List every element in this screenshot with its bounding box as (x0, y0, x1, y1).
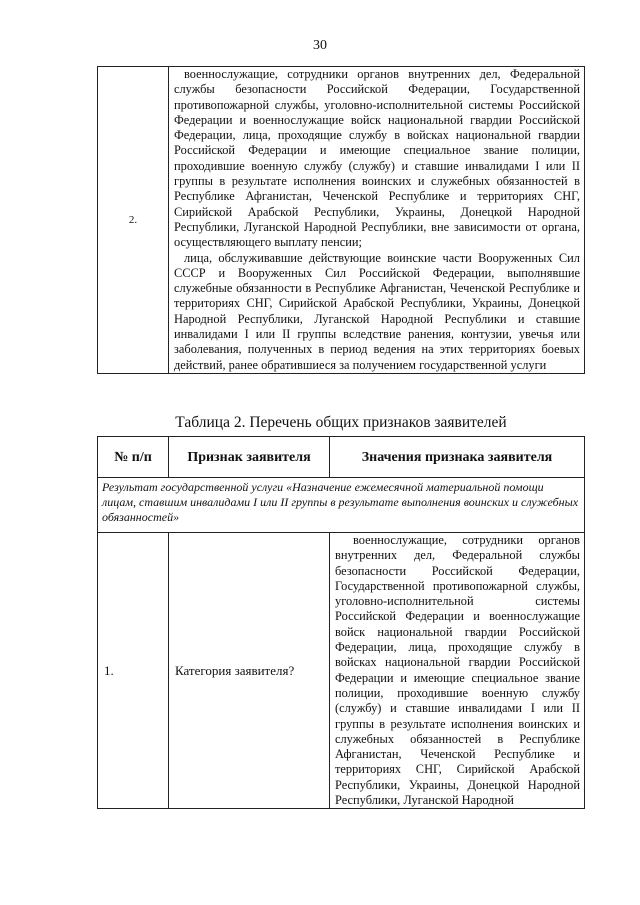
row-text-cell (169, 67, 585, 374)
row-value: военнослужащие, сотрудники органов внутренних дел, Федеральной службы безопасности Российской Федерации, Государственной противопожарной службы, уголовно-исполнительной системы Российской Федерации и военнослужащие войск национальной гвардии Российской Федерации, лица, проходящие службу в войсках национальной гвардии Российской Федерации и имеющие специальное звание полиции, проходившие военную службу (службу) и ставшие инвалидами I или II группы в результате исполнения воинских и служебных обязанностей в Республике Афганистан, Чеченской Республике и территориях СНГ, Сирийской Арабской Республики, Украины, Донецкой Народной Республики, Луганской Народной (335, 533, 580, 808)
table-row (98, 533, 585, 809)
header-attribute: Признак заявителя (169, 437, 330, 478)
header-number: № п/п (98, 437, 169, 478)
row-number: 1. (98, 533, 169, 809)
page-number: 30 (313, 38, 327, 53)
table-title: Таблица 2. Перечень общих признаков заявителей (175, 414, 507, 431)
continued-table (97, 66, 585, 374)
row-value-cell (330, 533, 585, 809)
header-row (98, 437, 585, 478)
applicant-attributes-table (97, 436, 585, 809)
table-row (98, 67, 585, 374)
paragraph: лица, обслуживавшие действующие воинские части Вооруженных Сил СССР и Вооруженных Сил Российской Федерации, выполнявшие служебные обязанности в Республике Афганистан, Чеченской Республике и территориях СНГ, Сирийской Арабской Республики, Украины, Донецкой Народной Республики, Луганской Народной Республики и ставшие инвалидами I или II группы вследствие ранения, контузии, увечья или заболевания, полученных в период ведения на этих территориях боевых действий, ранее обратившиеся за получением государственной услуги (174, 250, 580, 372)
row-number: 2. (98, 67, 169, 374)
result-row (98, 478, 585, 533)
paragraph: военнослужащие, сотрудники органов внутренних дел, Федеральной службы безопасности Российской Федерации, Государственной противопожарной службы, уголовно-исполнительной системы Российской Федерации и военнослужащие войск национальной гвардии Российской Федерации, лица, проходящие службу в войсках национальной гвардии Российской Федерации и имеющие специальное звание полиции, проходившие военную службу (службу) и ставшие инвалидами I или II группы в результате исполнения воинских и служебных обязанностей в Республике Афганистан, Чеченской Республике и территориях СНГ, Сирийской Арабской Республики, Украины, Донецкой Народной Республики, Луганской Народной Республики, вне зависимости от органа, осуществляющего выплату пенсии; (174, 67, 580, 250)
header-values: Значения признака заявителя (330, 437, 585, 478)
service-result: Результат государственной услуги «Назначение ежемесячной материальной помощи лицам, ставшим инвалидами I или II группы в результате выполнения воинских и служебных обязанностей» (98, 478, 585, 533)
row-attribute: Категория заявителя? (169, 533, 330, 809)
